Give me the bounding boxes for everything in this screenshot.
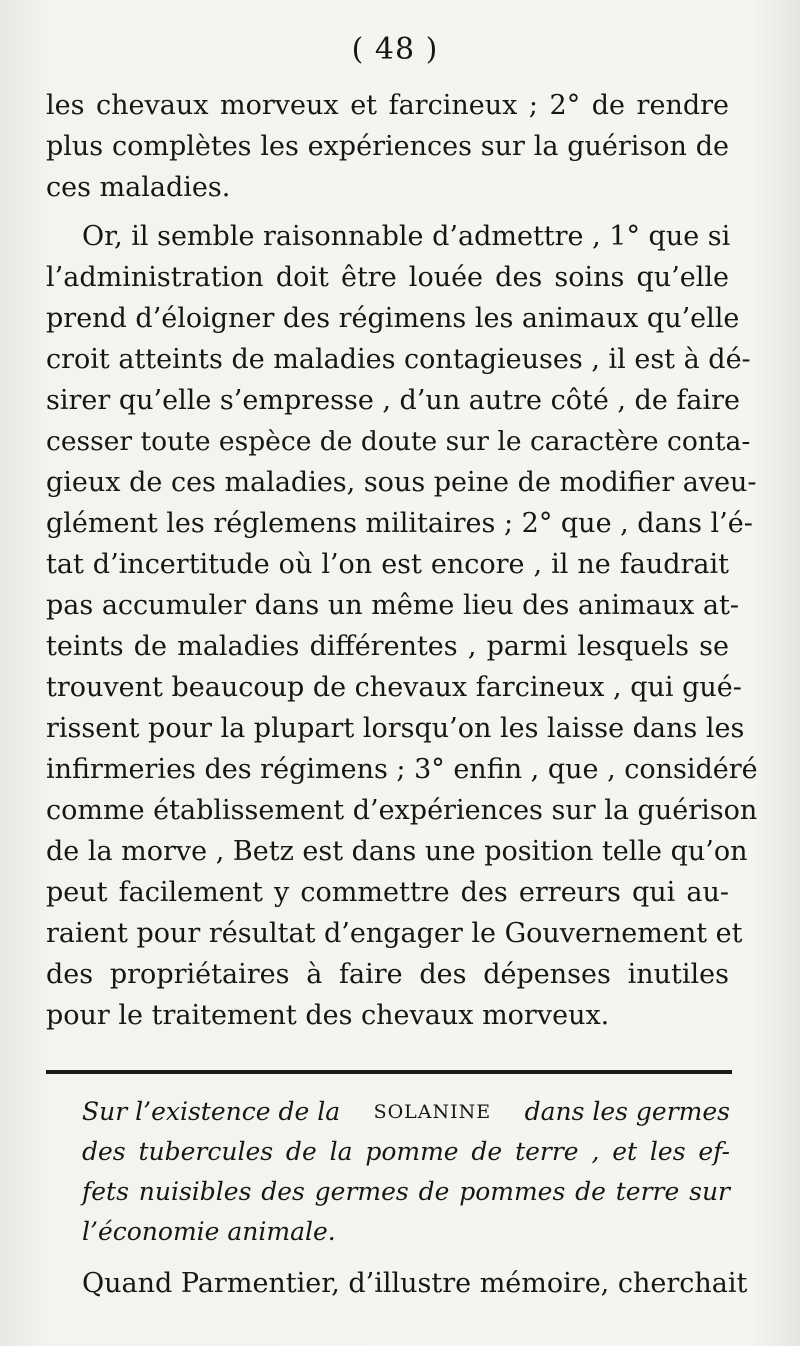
text-line: Quand Parmentier, d’illustre mémoire, cherchait bbox=[82, 1268, 748, 1299]
text-line: croit atteints de maladies contagieuses , il est à dé- bbox=[46, 344, 751, 375]
text-line: de la morve , Betz est dans une position telle qu’on bbox=[46, 836, 748, 867]
text-line: sirer qu’elle s’empresse , d’un autre côté , de faire bbox=[46, 385, 740, 416]
title-text: Sur l’existence de la bbox=[82, 1097, 341, 1126]
text-line: cesser toute espèce de doute sur le caractère conta- bbox=[46, 426, 751, 457]
section-divider bbox=[46, 1070, 732, 1074]
text-line: les chevaux morveux et farcineux ; 2° de rendre bbox=[46, 90, 729, 121]
text-line: l’administration doit être louée des soins qu’elle bbox=[46, 262, 729, 293]
text-line: comme établissement d’expériences sur la guérison bbox=[46, 795, 758, 826]
text-line: tat d’incertitude où l’on est encore , il ne faudrait bbox=[46, 549, 729, 580]
text-line: infirmeries des régimens ; 3° enfin , que , considéré bbox=[46, 754, 758, 785]
page-number: ( 48 ) bbox=[351, 32, 439, 67]
text-line: des propriétaires à faire des dépenses inutiles bbox=[46, 959, 729, 990]
title-text: dans les germes bbox=[524, 1097, 730, 1126]
title-keyword-solanine: SOLANINE bbox=[373, 1101, 492, 1123]
text-line: trouvent beaucoup de chevaux farcineux , qui gué- bbox=[46, 672, 742, 703]
text-line: rissent pour la plupart lorsqu’on les laisse dans les bbox=[46, 713, 745, 744]
text-line: pas accumuler dans un même lieu des animaux at- bbox=[46, 590, 739, 621]
text-line: peut facilement y commettre des erreurs qui au- bbox=[46, 877, 729, 908]
text-line: prend d’éloigner des régimens les animaux qu’elle bbox=[46, 303, 740, 334]
text-line: glément les réglemens militaires ; 2° que , dans l’é- bbox=[46, 508, 753, 539]
text-line: plus complètes les expériences sur la guérison de bbox=[46, 131, 729, 162]
text-line: gieux de ces maladies, sous peine de modifier aveu- bbox=[46, 467, 757, 498]
text-line: raient pour résultat d’engager le Gouvernement et bbox=[46, 918, 743, 949]
title-line: l’économie animale. bbox=[82, 1217, 336, 1246]
text-line: pour le traitement des chevaux morveux. bbox=[46, 1000, 610, 1031]
title-line: fets nuisibles des germes de pommes de terre sur bbox=[82, 1177, 730, 1206]
text-line: teints de maladies différentes , parmi lesquels se bbox=[46, 631, 729, 662]
title-line bbox=[82, 1092, 730, 1132]
text-line: Or, il semble raisonnable d’admettre , 1° que si bbox=[82, 221, 731, 252]
text-line: ces maladies. bbox=[46, 172, 231, 203]
title-line: des tubercules de la pomme de terre , et les ef- bbox=[82, 1137, 730, 1166]
